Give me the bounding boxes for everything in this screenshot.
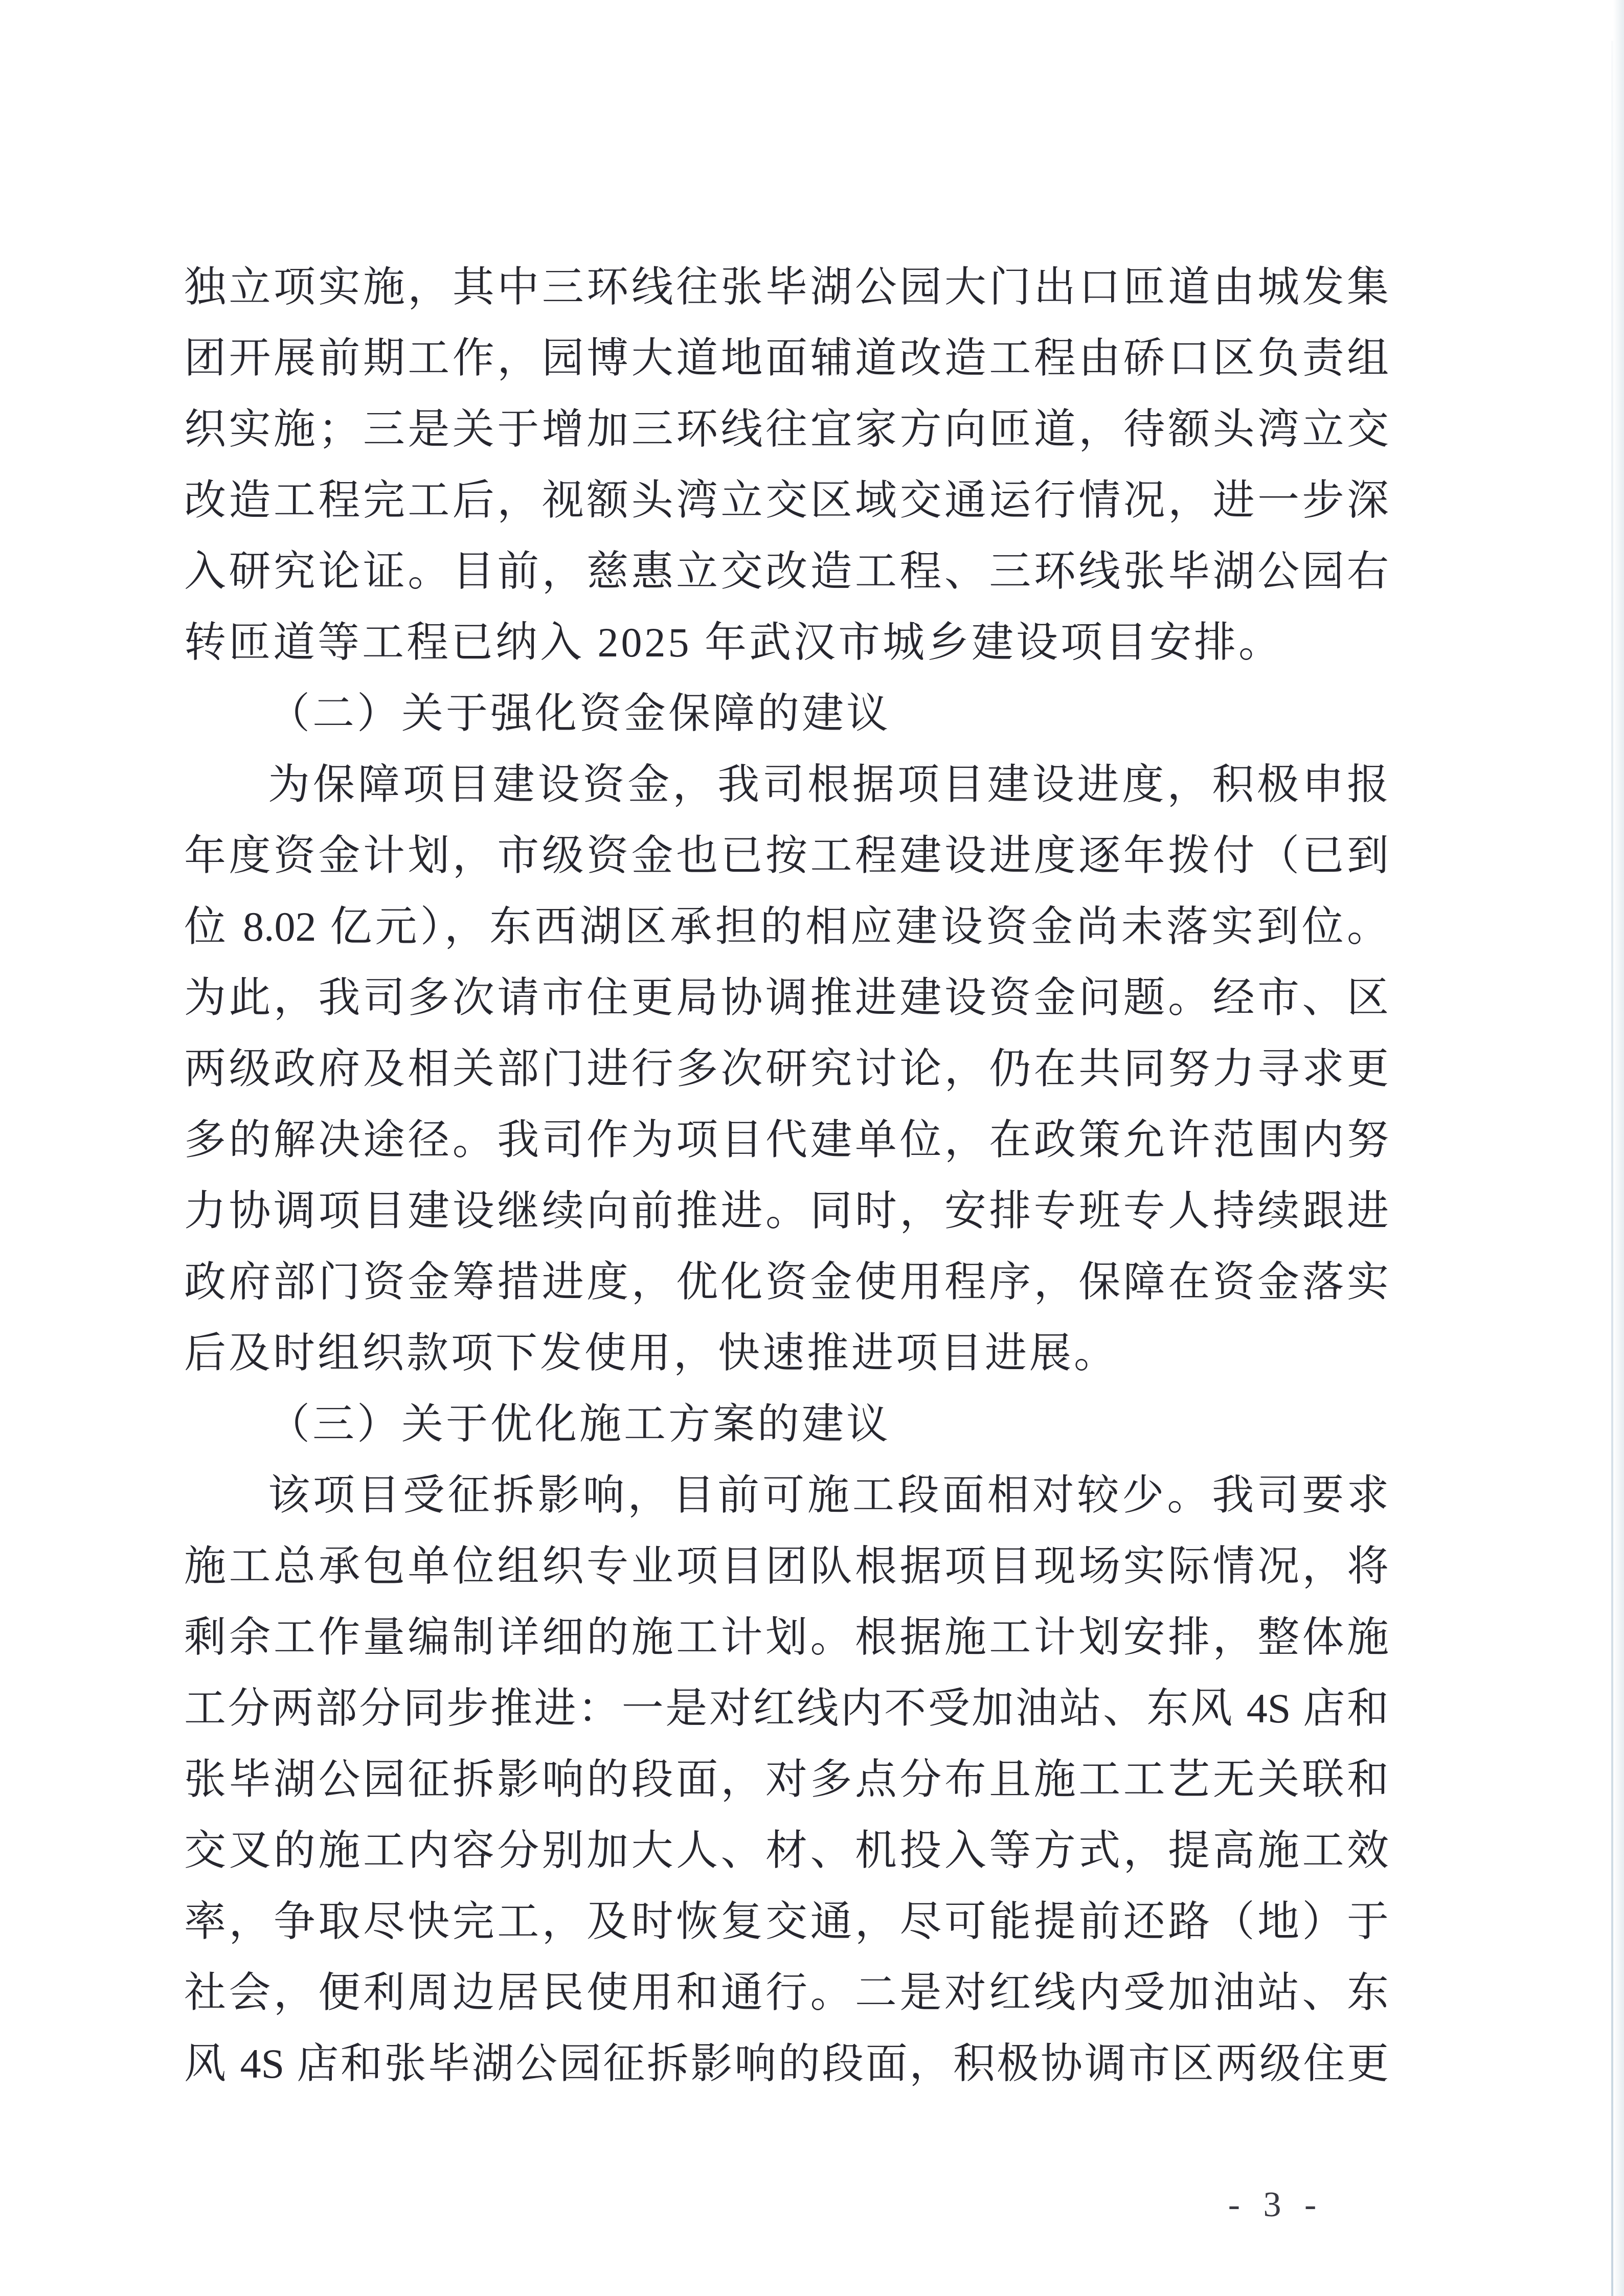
text-line: 风 4S 店和张毕湖公园征拆影响的段面，积极协调市区两级住更 [184,2040,1389,2087]
paragraph-start-line: 该项目受征拆影响，目前可施工段面相对较少。我司要求 [268,1472,1389,1518]
text-line: 两级政府及相关部门进行多次研究讨论，仍在共同努力寻求更 [184,1045,1389,1092]
text-line: 政府部门资金筹措进度，优化资金使用程序，保障在资金落实 [184,1259,1389,1305]
text-line: 为此，我司多次请市住更局协调推进建设资金问题。经市、区 [184,974,1389,1021]
text-line: 团开展前期工作，园博大道地面辅道改造工程由硚口区负责组 [184,335,1389,381]
text-line: 后及时组织款项下发使用，快速推进项目进展。 [184,1330,1119,1376]
text-line: 力协调项目建设继续向前推进。同时，安排专班专人持续跟进 [184,1188,1389,1234]
page-number: - 3 - [1228,2185,1324,2224]
text-line: 位 8.02 亿元），东西湖区承担的相应建设资金尚未落实到位。 [184,903,1389,950]
section-heading-3: （三）关于优化施工方案的建议 [268,1401,891,1447]
text-line: 入研究论证。目前，慈惠立交改造工程、三环线张毕湖公园右 [184,548,1389,595]
scan-edge-strip [1613,0,1624,2296]
paragraph-start-line: 为保障项目建设资金，我司根据项目建设进度，积极申报 [268,761,1389,808]
text-line: 施工总承包单位组织专业项目团队根据项目现场实际情况，将 [184,1543,1389,1589]
text-line: 改造工程完工后，视额头湾立交区域交通运行情况，进一步深 [184,477,1389,524]
text-line: 社会，便利周边居民使用和通行。二是对红线内受加油站、东 [184,1969,1389,2016]
text-line: 独立项实施，其中三环线往张毕湖公园大门出口匝道由城发集 [184,264,1389,310]
text-line: 率，争取尽快完工，及时恢复交通，尽可能提前还路（地）于 [184,1898,1389,1945]
text-line: 转匝道等工程已纳入 2025 年武汉市城乡建设项目安排。 [184,619,1283,666]
text-line: 张毕湖公园征拆影响的段面，对多点分布且施工工艺无关联和 [184,1756,1389,1803]
body-text [184,252,1389,2099]
text-line: 年度资金计划，市级资金也已按工程建设进度逐年拨付（已到 [184,832,1389,879]
section-heading-2: （二）关于强化资金保障的建议 [268,690,891,737]
text-line: 多的解决途径。我司作为项目代建单位，在政策允许范围内努 [184,1117,1389,1163]
text-line: 工分两部分同步推进：一是对红线内不受加油站、东风 4S 店和 [184,1685,1389,1732]
text-line: 织实施；三是关于增加三环线往宜家方向匝道，待额头湾立交 [184,406,1389,452]
text-line: 剩余工作量编制详细的施工计划。根据施工计划安排，整体施 [184,1614,1389,1661]
text-line: 交叉的施工内容分别加大人、材、机投入等方式，提高施工效 [184,1827,1389,1874]
